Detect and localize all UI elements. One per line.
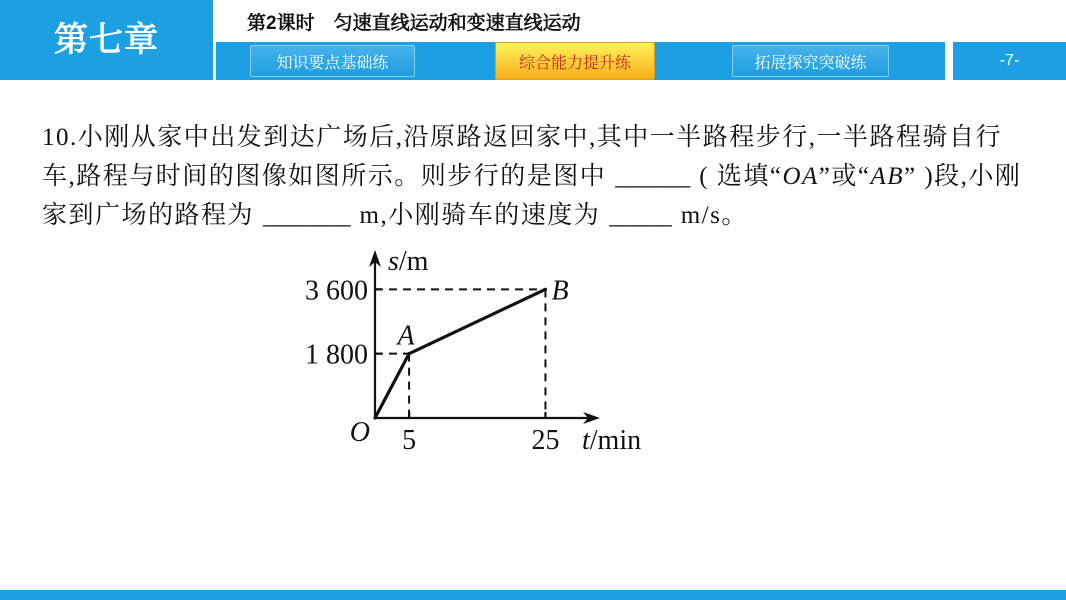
y-axis-symbol: s	[388, 246, 399, 277]
point-label-a: A	[397, 320, 415, 352]
question-text: 小刚从家中出发到达广场后,沿原路返回家中,其中一半路程步行,一半路程骑自行	[77, 124, 1003, 151]
chapter-title: 第七章	[54, 21, 159, 59]
answer-blank-3: _____	[609, 202, 672, 229]
question-text: 家到广场的路程为	[42, 202, 255, 229]
question-text: m/s。	[680, 202, 748, 229]
question-line-3	[42, 199, 1021, 238]
segment-option-ab: AB	[870, 163, 905, 190]
lesson-title: 第2课时 匀速直线运动和变速直线运动	[247, 13, 581, 34]
tab-label: 知识要点基础练	[276, 54, 389, 72]
distance-time-graph	[280, 240, 660, 465]
x-axis-label	[582, 425, 641, 456]
series-segment-ab	[409, 289, 545, 353]
tab-basic-knowledge-practice[interactable]	[250, 45, 415, 77]
y-axis-unit: /m	[398, 246, 429, 277]
tab-label: 拓展探究突破练	[754, 54, 867, 72]
question-10	[42, 121, 1021, 238]
y-tick-label: 1 800	[305, 339, 368, 371]
footer-bar	[0, 590, 1066, 600]
y-tick-label: 3 600	[305, 275, 368, 307]
question-line-2	[42, 160, 1021, 199]
series-segment-oa	[375, 354, 409, 418]
question-line-1	[42, 121, 1021, 160]
answer-blank-2: _______	[263, 202, 351, 229]
chapter-badge	[0, 0, 213, 80]
point-label-b: B	[551, 275, 569, 307]
question-text: ( 选填“	[699, 163, 783, 190]
x-tick-label: 25	[531, 425, 560, 456]
x-axis-unit: /min	[589, 425, 642, 456]
page-number: -7-	[999, 52, 1020, 69]
question-number: 10.	[42, 124, 78, 151]
page-number-box	[953, 42, 1066, 80]
x-axis-symbol: t	[582, 425, 590, 456]
section-nav-bar	[216, 42, 945, 80]
point-label-o: O	[349, 417, 370, 448]
question-text: 车,路程与时间的图像如图所示。则步行的是图中	[42, 163, 607, 190]
tab-label: 综合能力提升练	[518, 54, 631, 72]
tab-comprehensive-ability-practice[interactable]	[495, 42, 655, 80]
answer-blank-1: ______	[615, 163, 691, 190]
tab-extended-exploration-practice[interactable]	[732, 45, 889, 77]
question-text: m,小刚骑车的速度为	[359, 202, 601, 229]
x-tick-label: 5	[402, 425, 417, 456]
question-text: ”或“	[818, 163, 871, 190]
question-text: ” )段,小刚	[904, 163, 1022, 190]
segment-option-oa: OA	[782, 163, 819, 190]
y-axis-label	[388, 246, 429, 277]
